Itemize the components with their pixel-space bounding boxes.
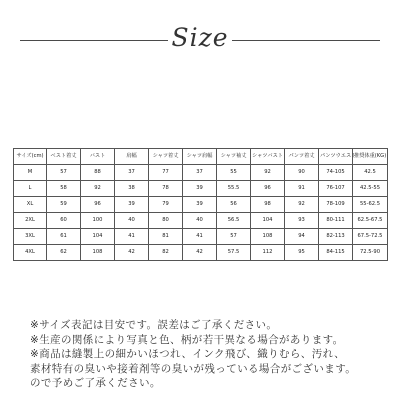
table-cell: 80-111 bbox=[319, 213, 353, 229]
table-row bbox=[14, 165, 388, 181]
table-cell: 92 bbox=[251, 165, 285, 181]
table-cell: 57.5 bbox=[217, 245, 251, 261]
header-cell: 推奨体重(KG) bbox=[353, 149, 388, 165]
table-cell: 39 bbox=[183, 181, 217, 197]
note-line: ので予めご了承ください。 bbox=[30, 377, 161, 389]
table-cell: 2XL bbox=[14, 213, 47, 229]
header-cell: シャツ着丈 bbox=[149, 149, 183, 165]
note-line: 素材特有の臭いや接着剤等の臭いが残っている場合がございます。 bbox=[30, 362, 357, 375]
table-cell: 96 bbox=[251, 181, 285, 197]
table-cell: 39 bbox=[183, 197, 217, 213]
header-cell: バスト bbox=[81, 149, 115, 165]
table-cell: 72.5-90 bbox=[353, 245, 388, 261]
title-row bbox=[0, 22, 400, 52]
table-row bbox=[14, 245, 388, 261]
table-cell: 88 bbox=[81, 165, 115, 181]
header-cell: ベスト着丈 bbox=[47, 149, 81, 165]
size-table bbox=[13, 148, 388, 261]
table-cell: 58 bbox=[47, 181, 81, 197]
table-cell: 55-62.5 bbox=[353, 197, 388, 213]
table-cell: 92 bbox=[285, 197, 319, 213]
table-cell: 57 bbox=[217, 229, 251, 245]
table-row bbox=[14, 213, 388, 229]
table-row bbox=[14, 197, 388, 213]
table-cell: 108 bbox=[81, 245, 115, 261]
table-cell: 98 bbox=[251, 197, 285, 213]
table-header-row bbox=[14, 149, 388, 165]
table-cell: 62.5-67.5 bbox=[353, 213, 388, 229]
table-cell: 37 bbox=[115, 165, 149, 181]
table-cell: 3XL bbox=[14, 229, 47, 245]
notes-block bbox=[30, 318, 395, 391]
note-line: ※生産の関係により写真と色、柄が若干異なる場合があります。 bbox=[30, 333, 344, 346]
table-cell: 42 bbox=[115, 245, 149, 261]
table-cell: 42.5-55 bbox=[353, 181, 388, 197]
table-cell: 57 bbox=[47, 165, 81, 181]
table-cell: 112 bbox=[251, 245, 285, 261]
table-cell: 81 bbox=[149, 229, 183, 245]
table-row bbox=[14, 181, 388, 197]
table-cell: 77 bbox=[149, 165, 183, 181]
table-cell: 104 bbox=[81, 229, 115, 245]
header-cell: シャツ袖丈 bbox=[217, 149, 251, 165]
table-cell: 82 bbox=[149, 245, 183, 261]
table-cell: 96 bbox=[81, 197, 115, 213]
table-cell: 84-115 bbox=[319, 245, 353, 261]
table-cell: 55.5 bbox=[217, 181, 251, 197]
table-cell: 60 bbox=[47, 213, 81, 229]
table-cell: XL bbox=[14, 197, 47, 213]
table-cell: 59 bbox=[47, 197, 81, 213]
table-cell: 62 bbox=[47, 245, 81, 261]
table-cell: 80 bbox=[149, 213, 183, 229]
table-cell: 38 bbox=[115, 181, 149, 197]
table-cell: 40 bbox=[183, 213, 217, 229]
table-cell: 37 bbox=[183, 165, 217, 181]
table-cell: 79 bbox=[149, 197, 183, 213]
table-cell: 42.5 bbox=[353, 165, 388, 181]
header-cell: 肩幅 bbox=[115, 149, 149, 165]
table-cell: 56 bbox=[217, 197, 251, 213]
note-line: ※商品は縫製上の細かいほつれ、インク飛び、織りむら、汚れ、 bbox=[30, 348, 346, 360]
table-cell: 76-107 bbox=[319, 181, 353, 197]
table-cell: 67.5-72.5 bbox=[353, 229, 388, 245]
table-cell: 78 bbox=[149, 181, 183, 197]
table-cell: 4XL bbox=[14, 245, 47, 261]
table-cell: 93 bbox=[285, 213, 319, 229]
table-cell: 91 bbox=[285, 181, 319, 197]
table-cell: M bbox=[14, 165, 47, 181]
table-cell: 42 bbox=[183, 245, 217, 261]
table-cell: 95 bbox=[285, 245, 319, 261]
table-cell: 100 bbox=[81, 213, 115, 229]
table-cell: 55 bbox=[217, 165, 251, 181]
header-cell: サイズ(cm) bbox=[14, 149, 47, 165]
table-cell: 104 bbox=[251, 213, 285, 229]
table-cell: L bbox=[14, 181, 47, 197]
table-cell: 94 bbox=[285, 229, 319, 245]
table-cell: 82-113 bbox=[319, 229, 353, 245]
note-line: ※サイズ表記は目安です。誤差はご了承ください。 bbox=[30, 319, 278, 331]
table-cell: 41 bbox=[115, 229, 149, 245]
table-cell: 78-109 bbox=[319, 197, 353, 213]
table-cell: 92 bbox=[81, 181, 115, 197]
header-cell: シャツバスト bbox=[251, 149, 285, 165]
table-cell: 56.5 bbox=[217, 213, 251, 229]
table-cell: 90 bbox=[285, 165, 319, 181]
page-title: Size bbox=[171, 23, 229, 52]
table-cell: 39 bbox=[115, 197, 149, 213]
title-rule-left bbox=[20, 40, 168, 41]
table-cell: 74-105 bbox=[319, 165, 353, 181]
header-cell: シャツ肩幅 bbox=[183, 149, 217, 165]
table-row bbox=[14, 229, 388, 245]
table-cell: 41 bbox=[183, 229, 217, 245]
header-cell: パンツ着丈 bbox=[285, 149, 319, 165]
table-cell: 40 bbox=[115, 213, 149, 229]
header-cell: パンツウエスト bbox=[319, 149, 353, 165]
table-cell: 61 bbox=[47, 229, 81, 245]
title-rule-right bbox=[232, 40, 380, 41]
table-cell: 108 bbox=[251, 229, 285, 245]
